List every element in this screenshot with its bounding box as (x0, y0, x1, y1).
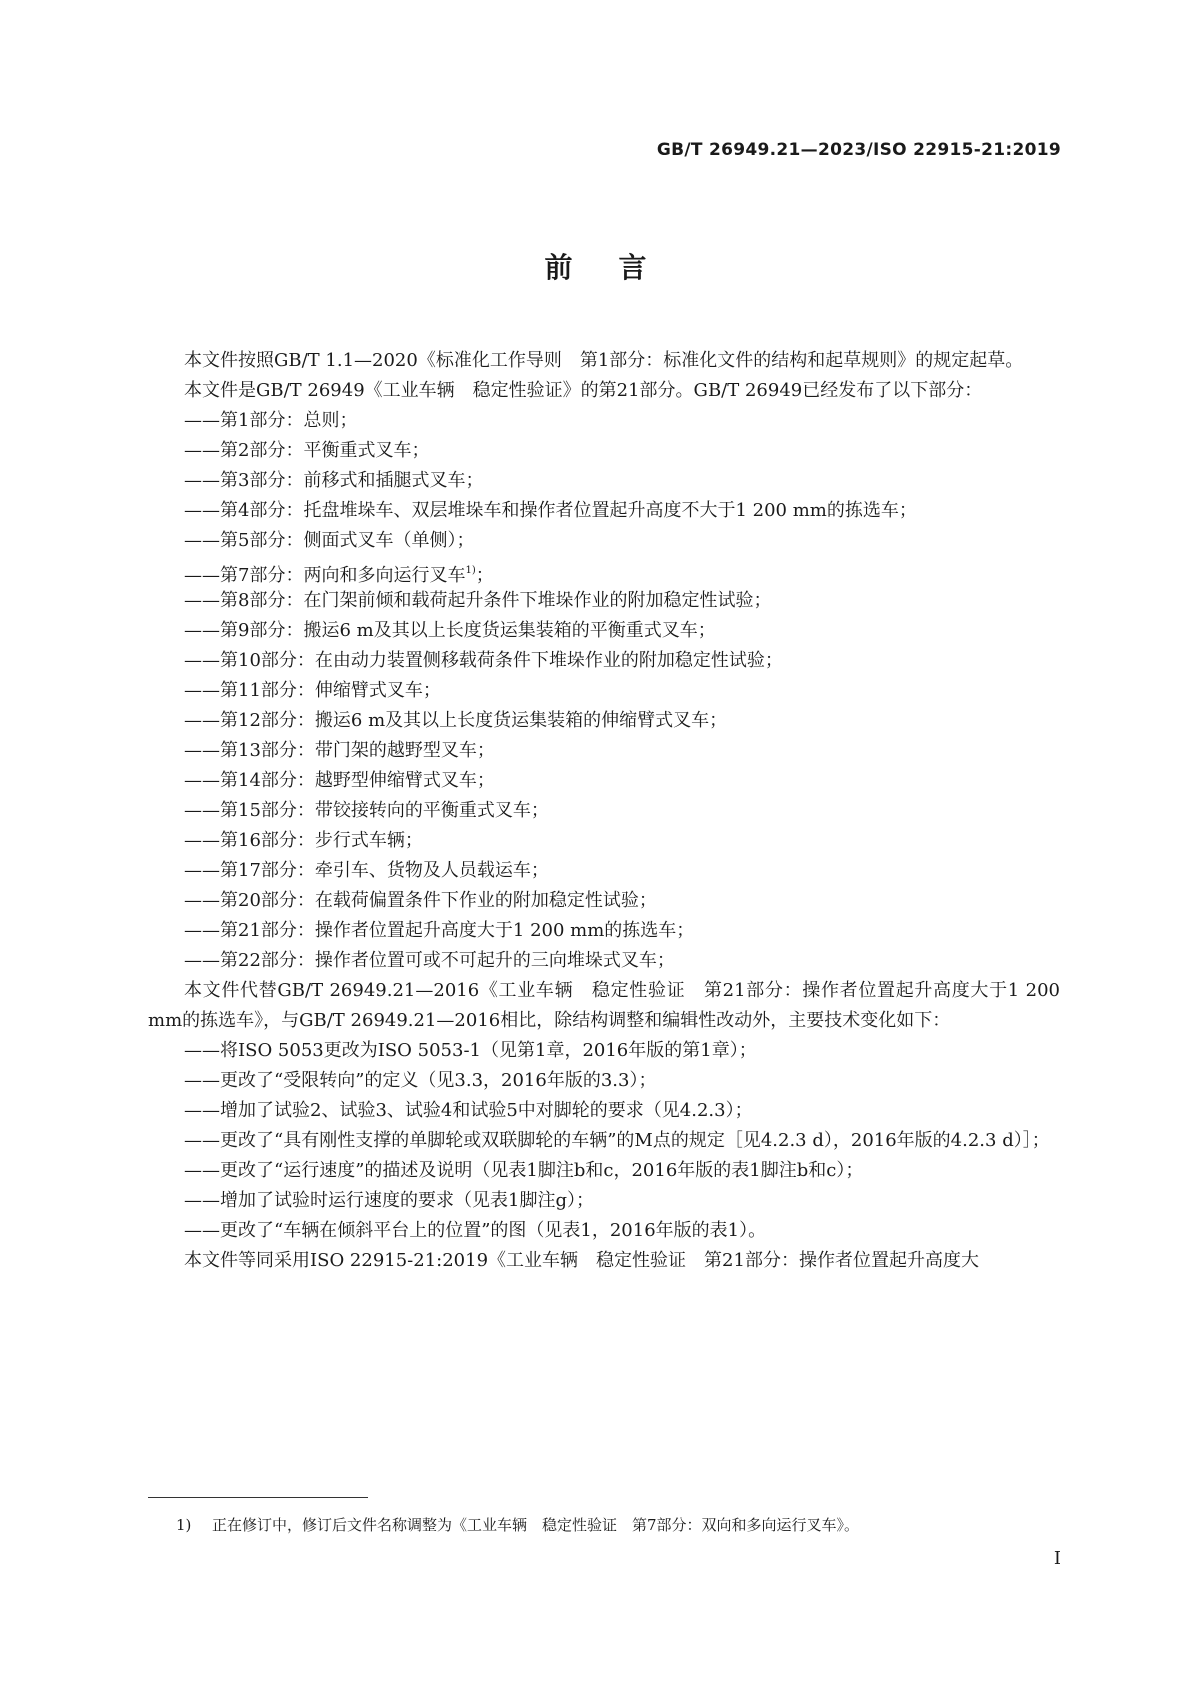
list-item: ——第13部分：带门架的越野型叉车； (184, 740, 495, 761)
list-item: ——将ISO 5053更改为ISO 5053-1（见第1章，2016年版的第1章）； (184, 1040, 757, 1061)
list-item: ——第3部分：前移式和插腿式叉车； (184, 470, 484, 491)
footnote (176, 1514, 859, 1536)
footnote-divider (148, 1497, 368, 1498)
list-item: ——第21部分：操作者位置起升高度大于1 200 mm的拣选车； (184, 920, 695, 941)
list-item: ——第10部分：在由动力装置侧移载荷条件下堆垛作业的附加稳定性试验； (184, 650, 783, 671)
list-item: ——第9部分：搬运6 m及其以上长度货运集装箱的平衡重式叉车； (184, 620, 716, 641)
list-item: ——第1部分：总则； (184, 410, 358, 431)
list-item: ——第20部分：在载荷偏置条件下作业的附加稳定性试验； (184, 890, 657, 911)
paragraph-replacement: 本文件代替GB/T 26949.21—2016《工业车辆 稳定性验证 第21部分：操作者位置起升高度大于1 200 mm的拣选车》，与GB/T 26949.21—2016相比，除结构调整和编辑性改动外，主要技术变化如下： (148, 980, 1060, 1031)
list-item: ——第4部分：托盘堆垛车、双层堆垛车和操作者位置起升高度不大于1 200 mm的拣选车； (184, 500, 917, 521)
standard-code: GB/T 26949.21—2023/ISO 22915-21:2019 (656, 140, 1061, 160)
page-number: I (1053, 1548, 1061, 1569)
list-item: ——更改了“具有刚性支撑的单脚轮或双联脚轮的车辆”的M点的规定［见4.2.3 d），2016年版的4.2.3 d）］； (184, 1130, 1050, 1151)
list-item: ——第2部分：平衡重式叉车； (184, 440, 430, 461)
page-title: 前言 (544, 251, 693, 284)
list-item-text: ——第7部分：两向和多向运行叉车 (184, 565, 466, 586)
list-item: ——第11部分：伸缩臂式叉车； (184, 680, 441, 701)
list-item: ——第22部分：操作者位置可或不可起升的三向堆垛式叉车； (184, 950, 675, 971)
list-item: ——增加了试验时运行速度的要求（见表1脚注g）； (184, 1190, 594, 1211)
list-item: ——第8部分：在门架前倾和载荷起升条件下堆垛作业的附加稳定性试验； (184, 590, 772, 611)
list-item: ——更改了“车辆在倾斜平台上的位置”的图（见表1，2016年版的表1）。 (184, 1220, 767, 1241)
footnote-mark: 1) (176, 1516, 192, 1534)
paragraph-series-intro: 本文件是GB/T 26949《工业车辆 稳定性验证》的第21部分。GB/T 26949已经发布了以下部分： (184, 380, 983, 401)
paragraph-drafting-rules: 本文件按照GB/T 1.1—2020《标准化工作导则 第1部分：标准化文件的结构和起草规则》的规定起草。 (184, 350, 1024, 371)
list-item: ——更改了“运行速度”的描述及说明（见表1脚注b和c，2016年版的表1脚注b和c）； (184, 1160, 864, 1181)
list-item: ——增加了试验2、试验3、试验4和试验5中对脚轮的要求（见4.2.3）； (184, 1100, 753, 1121)
paragraph-equivalence: 本文件等同采用ISO 22915-21:2019《工业车辆 稳定性验证 第21部分：操作者位置起升高度大 (184, 1250, 979, 1271)
list-item: ——第12部分：搬运6 m及其以上长度货运集装箱的伸缩臂式叉车； (184, 710, 728, 731)
list-item: ——第16部分：步行式车辆； (184, 830, 423, 851)
list-item: ——第5部分：侧面式叉车（单侧）； (184, 530, 475, 551)
parts-list (148, 406, 1060, 976)
list-item: ——第17部分：牵引车、货物及人员载运车； (184, 860, 549, 881)
list-item (148, 556, 1060, 586)
list-item-suffix: ； (475, 565, 494, 586)
list-item: ——第14部分：越野型伸缩臂式叉车； (184, 770, 495, 791)
list-item: ——第15部分：带铰接转向的平衡重式叉车； (184, 800, 549, 821)
changes-list (148, 1036, 1060, 1246)
list-item: ——更改了“受限转向”的定义（见3.3，2016年版的3.3）； (184, 1070, 657, 1091)
footnote-reference[interactable]: 1) (465, 565, 476, 576)
document-body (148, 346, 1060, 1276)
footnote-text: 正在修订中，修订后文件名称调整为《工业车辆 稳定性验证 第7部分：双向和多向运行叉车》。 (212, 1516, 860, 1534)
